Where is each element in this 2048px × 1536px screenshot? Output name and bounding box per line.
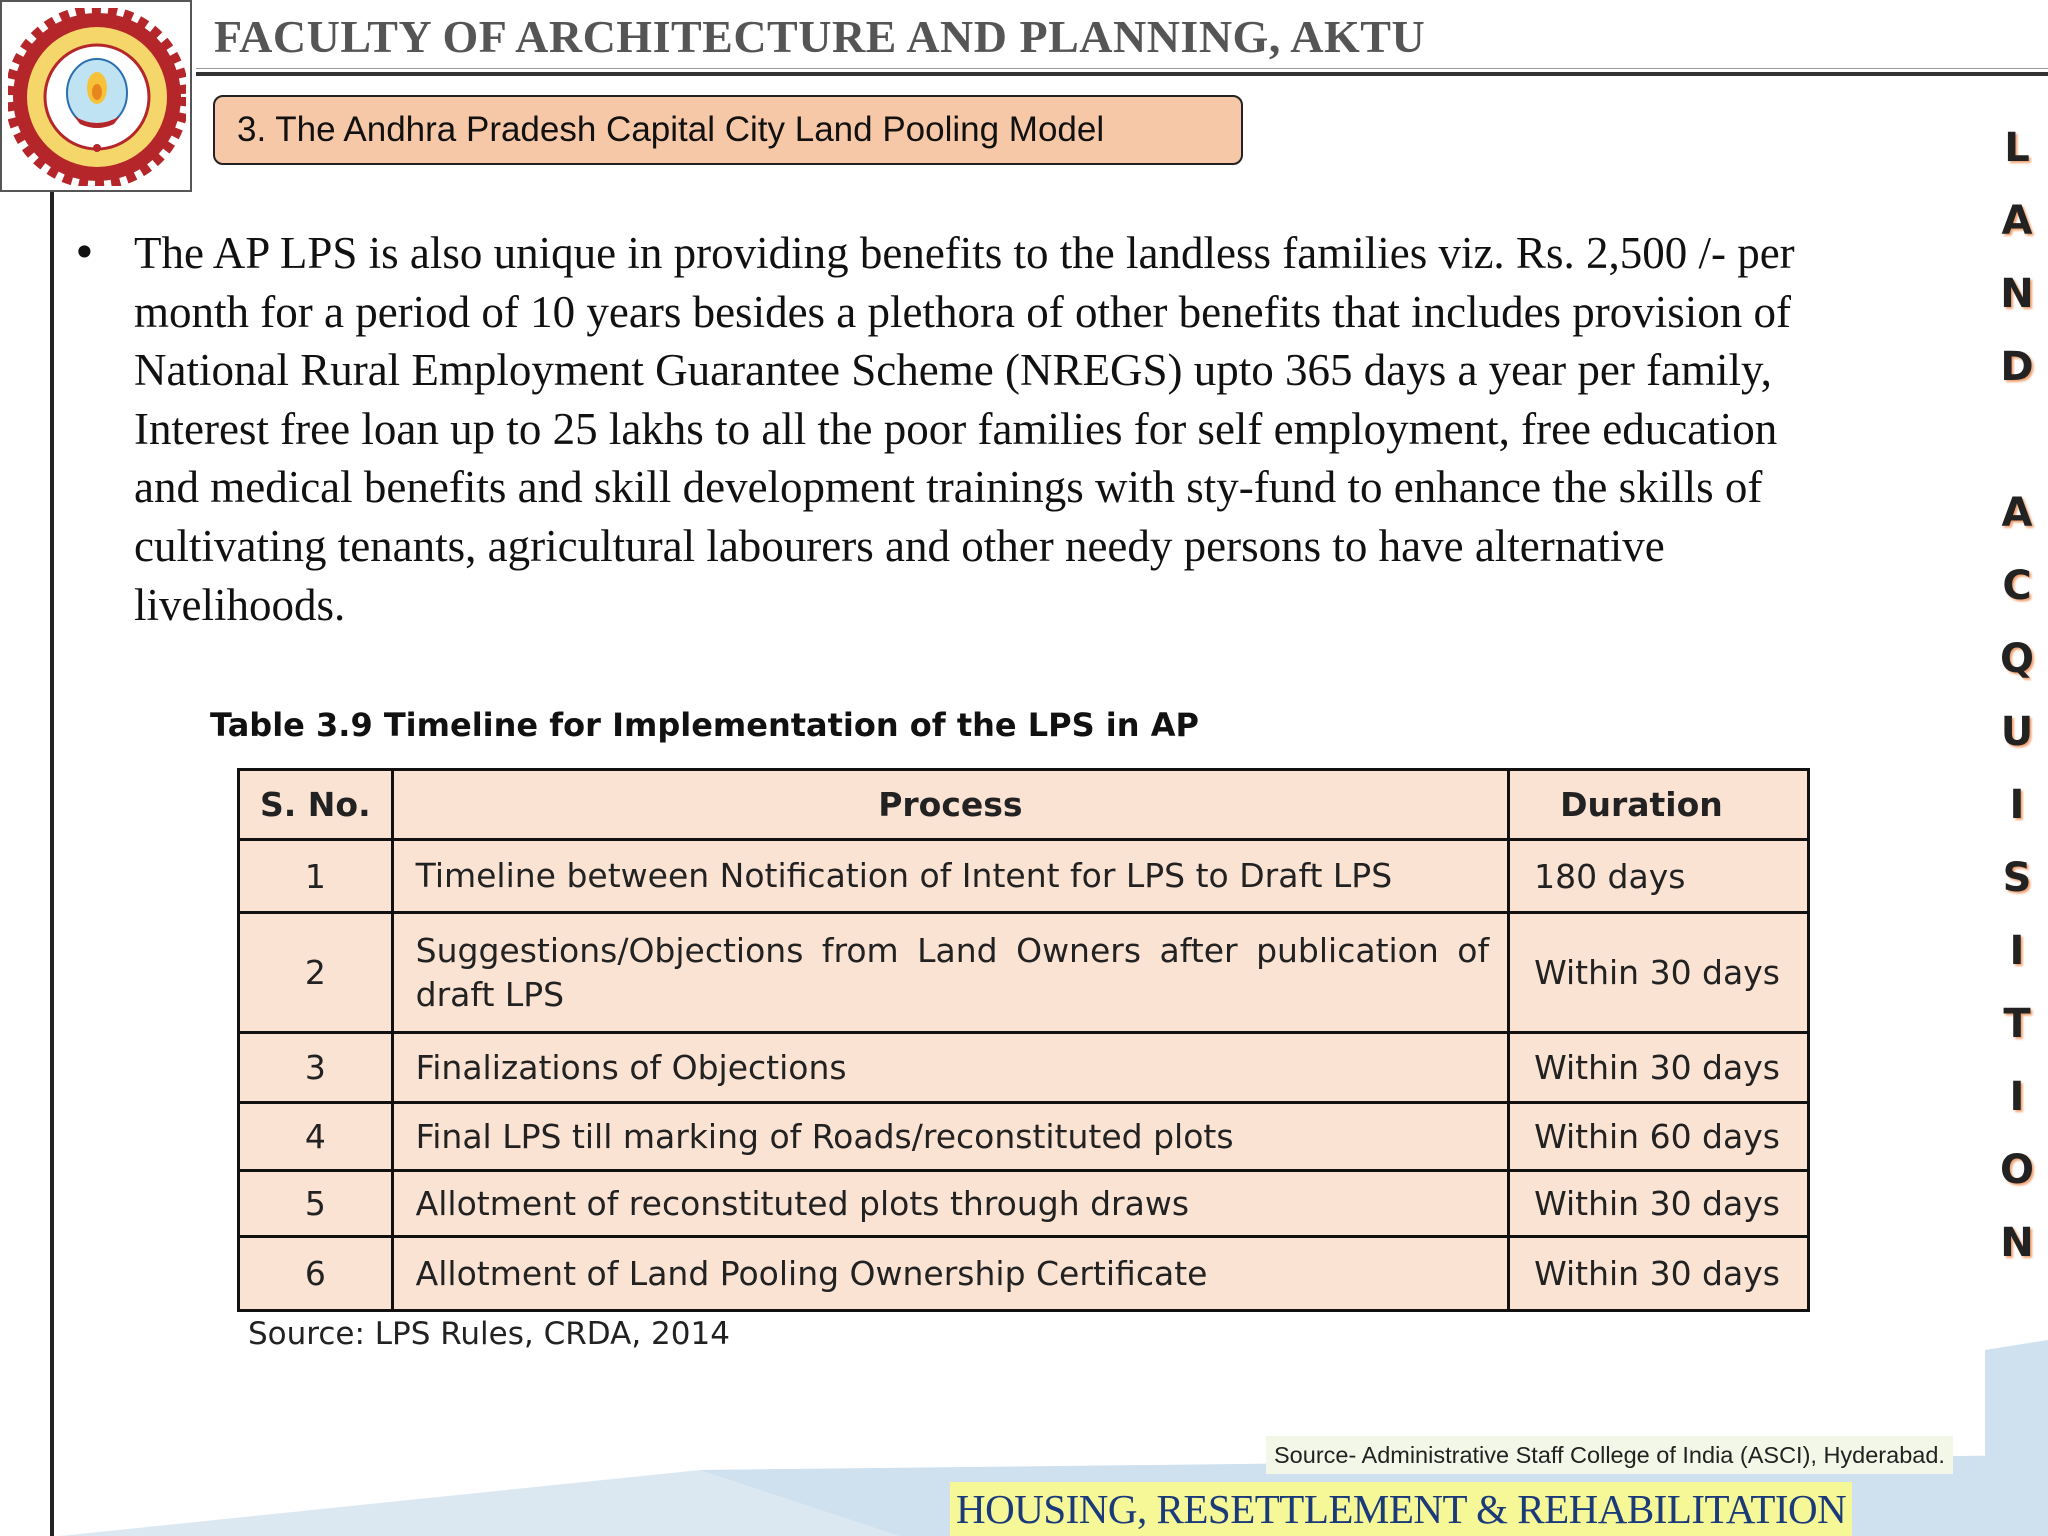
cell-duration: Within 30 days xyxy=(1509,1171,1809,1237)
left-margin-rule xyxy=(50,192,54,1536)
side-letter: A xyxy=(2001,490,2033,536)
paragraph-line: month for a period of 10 years besides a plethora of other benefits that includes provision of xyxy=(134,286,1792,337)
paragraph-line: and medical benefits and skill development trainings with sty-fund to enhance the skills of xyxy=(134,462,1763,513)
cell-duration: Within 30 days xyxy=(1509,913,1809,1033)
header-process: Process xyxy=(392,770,1508,840)
timeline-table xyxy=(237,768,1810,1312)
side-letter: N xyxy=(2000,1220,2034,1266)
header-rule-thin xyxy=(196,68,2048,69)
table-caption: Table 3.9 Timeline for Implementation of the LPS in AP xyxy=(210,706,1199,744)
side-letter: T xyxy=(2003,1001,2031,1047)
side-letter: N xyxy=(2000,271,2034,317)
header-sno: S. No. xyxy=(239,770,393,840)
faculty-title: FACULTY OF ARCHITECTURE AND PLANNING, AKTU xyxy=(214,11,1426,62)
cell-sno: 4 xyxy=(239,1103,393,1171)
cell-sno: 1 xyxy=(239,840,393,913)
university-seal-logo xyxy=(0,0,192,192)
paragraph-line: Interest free loan up to 25 lakhs to all the poor families for self employment, free education xyxy=(134,403,1778,454)
table-header-row xyxy=(239,770,1809,840)
side-letter: I xyxy=(2009,782,2025,828)
cell-sno: 3 xyxy=(239,1033,393,1103)
cell-process: Timeline between Notification of Intent for LPS to Draft LPS xyxy=(392,840,1508,913)
side-letter: L xyxy=(2004,125,2030,171)
cell-duration: Within 30 days xyxy=(1509,1033,1809,1103)
cell-duration: 180 days xyxy=(1509,840,1809,913)
footer-course-title: HOUSING, RESETTLEMENT & REHABILITATION xyxy=(950,1482,1852,1536)
side-letter: Q xyxy=(1999,636,2034,682)
cell-sno: 5 xyxy=(239,1171,393,1237)
cell-sno: 2 xyxy=(239,913,393,1033)
side-letter: S xyxy=(2002,855,2032,901)
table-row xyxy=(239,913,1809,1033)
paragraph-line: livelihoods. xyxy=(134,579,346,630)
side-letter: A xyxy=(2001,198,2033,244)
side-letter: I xyxy=(2009,928,2025,974)
table-row xyxy=(239,840,1809,913)
cell-process: Allotment of reconstituted plots through draws xyxy=(392,1171,1508,1237)
side-letter: C xyxy=(2002,563,2032,609)
table-row xyxy=(239,1033,1809,1103)
page-source-note: Source- Administrative Staff College of India (ASCI), Hyderabad. xyxy=(1266,1436,1953,1474)
bullet-marker: • xyxy=(72,228,97,277)
header-rule xyxy=(196,72,2048,76)
cell-duration: Within 60 days xyxy=(1509,1103,1809,1171)
cell-process: Allotment of Land Pooling Ownership Certificate xyxy=(392,1237,1508,1311)
paragraph-line: National Rural Employment Guarantee Scheme (NREGS) upto 365 days a year per family, xyxy=(134,345,1772,396)
paragraph-line: cultivating tenants, agricultural labourers and other needy persons to have alternative xyxy=(134,520,1665,571)
paragraph-line: The AP LPS is also unique in providing benefits to the landless families viz. Rs. 2,500 /- per xyxy=(134,228,1795,278)
side-letter: O xyxy=(1999,1147,2034,1193)
side-letter: D xyxy=(2000,344,2034,390)
seal-ring-text xyxy=(2,2,3,3)
cell-sno: 6 xyxy=(239,1237,393,1311)
section-subtitle-text: 3. The Andhra Pradesh Capital City Land Pooling Model xyxy=(237,110,1105,149)
side-letter: U xyxy=(2000,709,2034,755)
bullet-paragraph xyxy=(134,224,1954,634)
section-subtitle xyxy=(213,95,1243,165)
seal-graphic xyxy=(8,8,186,186)
table-row xyxy=(239,1171,1809,1237)
side-letter: I xyxy=(2009,1074,2025,1120)
header-duration: Duration xyxy=(1509,770,1809,840)
cell-process: Final LPS till marking of Roads/reconstituted plots xyxy=(392,1103,1508,1171)
cell-process: Suggestions/Objections from Land Owners after publication of draft LPS xyxy=(392,913,1508,1033)
table-row xyxy=(239,1237,1809,1311)
cell-process: Finalizations of Objections xyxy=(392,1033,1508,1103)
table-row xyxy=(239,1103,1809,1171)
table-source-note: Source: LPS Rules, CRDA, 2014 xyxy=(248,1316,730,1352)
cell-duration: Within 30 days xyxy=(1509,1237,1809,1311)
